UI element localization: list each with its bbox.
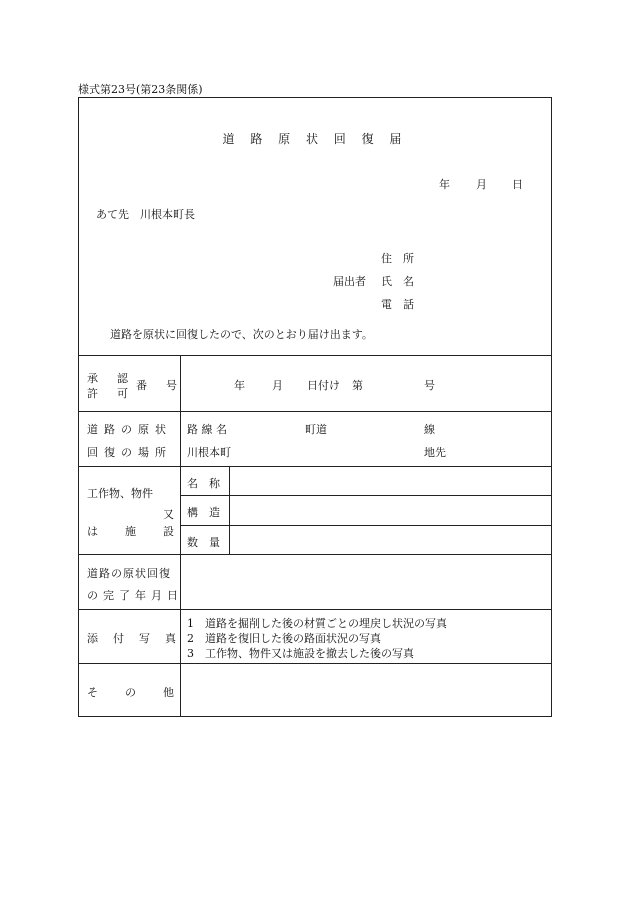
approval-label-top: 承 認 bbox=[87, 372, 132, 385]
approval-label-bottom: 許 可 bbox=[87, 387, 132, 400]
photos-label: 添 付 写 真 bbox=[87, 632, 178, 645]
structure-name-label: 名 称 bbox=[187, 477, 220, 490]
divider-structure-1 bbox=[180, 495, 552, 496]
approval-date-word: 日付け bbox=[307, 379, 340, 392]
line-label: 線 bbox=[424, 423, 435, 436]
town-label: 川根本町 bbox=[187, 446, 231, 459]
date-year-label: 年 bbox=[439, 178, 450, 191]
addressee: あて先 川根本町長 bbox=[96, 208, 195, 221]
structure-build-label: 構 造 bbox=[187, 506, 220, 519]
structure-name-field[interactable] bbox=[231, 467, 551, 494]
approval-year: 年 bbox=[234, 379, 245, 392]
structure-quantity-label: 数 量 bbox=[187, 536, 220, 549]
structure-label-1: 工作物、物件 bbox=[87, 487, 153, 500]
approval-dai: 第 bbox=[352, 379, 363, 392]
structure-label-3c: 設 bbox=[163, 525, 174, 538]
date-day-label: 日 bbox=[512, 178, 523, 191]
form-reference: 様式第23号(第23条関係) bbox=[78, 83, 203, 96]
form-title: 道 路 原 状 回 復 届 bbox=[222, 132, 408, 146]
structure-build-field[interactable] bbox=[231, 497, 551, 524]
chisaki-label: 地先 bbox=[424, 446, 446, 459]
divider-structure bbox=[78, 554, 552, 555]
photos-item-2: 2 道路を復旧した後の路面状況の写真 bbox=[187, 632, 381, 645]
structure-label-3a: は bbox=[87, 525, 98, 538]
statement-text: 道路を原状に回復したので、次のとおり届け出ます。 bbox=[110, 328, 373, 341]
name-label: 氏 名 bbox=[381, 275, 414, 288]
completion-label-2: の完了年月日 bbox=[87, 589, 183, 602]
structure-quantity-field[interactable] bbox=[231, 526, 551, 553]
divider-completion bbox=[78, 609, 552, 610]
route-name-label: 路 線 名 bbox=[187, 423, 227, 436]
other-field[interactable] bbox=[182, 665, 550, 715]
structure-sub-divider bbox=[229, 466, 230, 554]
photos-item-1: 1 道路を掘削した後の材質ごとの埋戻し状況の写真 bbox=[187, 617, 447, 630]
address-label: 住 所 bbox=[381, 252, 414, 265]
label-column-divider bbox=[180, 355, 181, 717]
approval-go: 号 bbox=[424, 379, 435, 392]
approval-month: 月 bbox=[272, 379, 283, 392]
date-month-label: 月 bbox=[476, 178, 487, 191]
completion-label-1: 道路の原状回復 bbox=[87, 567, 171, 580]
photos-item-3: 3 工作物、物件又は施設を撤去した後の写真 bbox=[187, 647, 414, 660]
location-label-2: 回復の場所 bbox=[87, 446, 172, 459]
structure-label-3b: 施 bbox=[125, 525, 136, 538]
applicant-label: 届出者 bbox=[333, 275, 366, 288]
divider-approval bbox=[78, 411, 552, 412]
location-label-1: 道路の原状 bbox=[87, 423, 172, 436]
structure-label-2: 又 bbox=[163, 508, 174, 521]
other-label: そ の 他 bbox=[87, 686, 182, 699]
approval-label-number: 番 号 bbox=[136, 379, 181, 392]
completion-date-field[interactable] bbox=[182, 556, 550, 608]
divider-photos bbox=[78, 663, 552, 664]
phone-label: 電 話 bbox=[381, 298, 414, 311]
town-road-label: 町道 bbox=[305, 423, 327, 436]
divider-header bbox=[78, 355, 552, 356]
